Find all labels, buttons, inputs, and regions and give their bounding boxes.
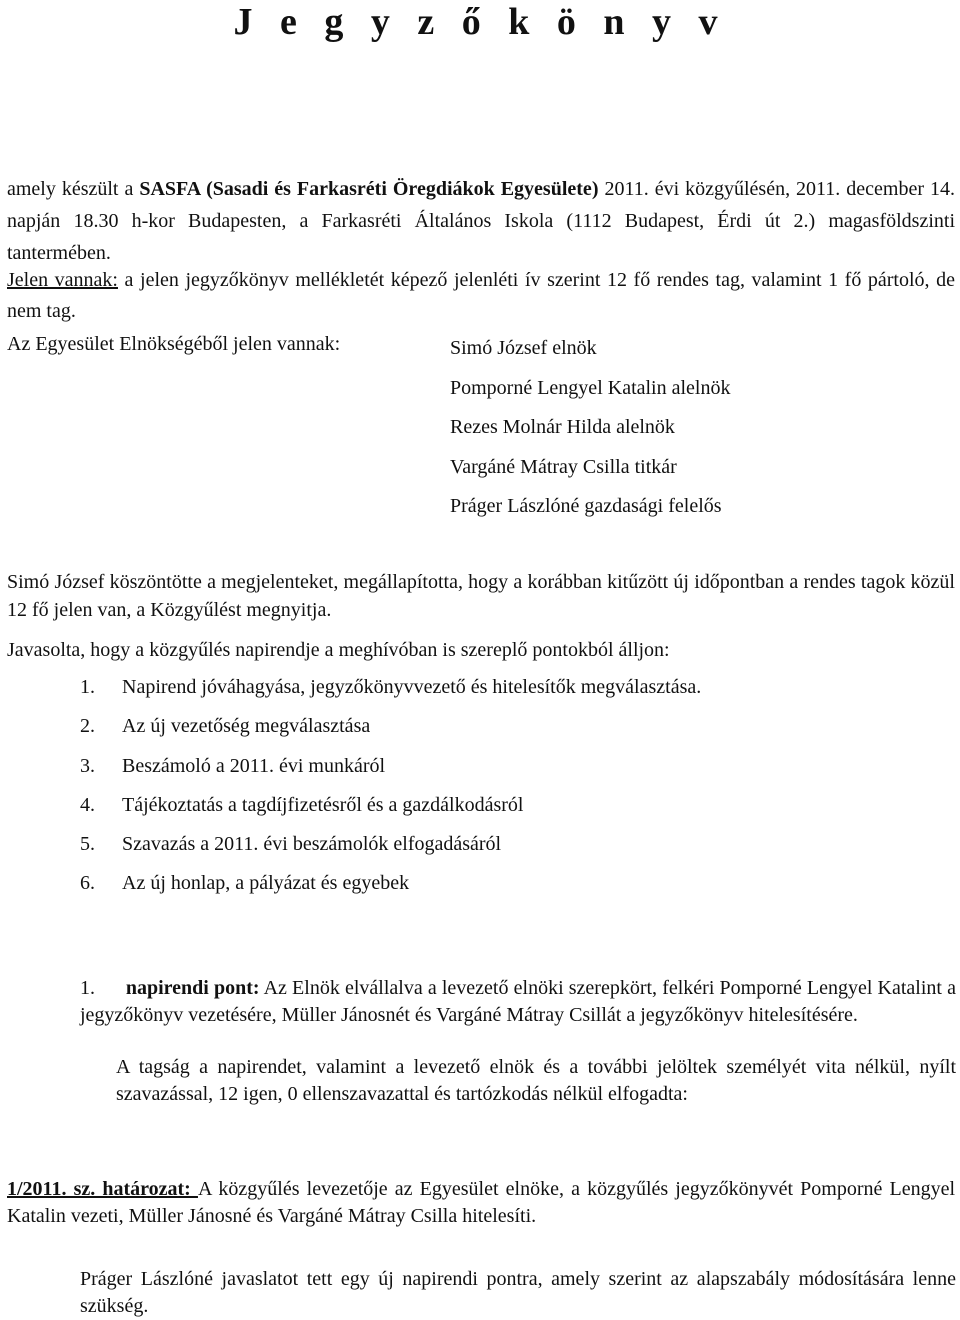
agenda-number: 3. xyxy=(80,754,95,777)
agenda-item xyxy=(80,790,701,829)
agenda-text: Az új vezetőség megválasztása xyxy=(122,715,371,738)
closing-paragraph: Práger Lászlóné javaslatot tett egy új napirendi pontra, amely szerint az alapszabály módosítására lenne szükség. xyxy=(80,1268,956,1317)
agenda-number: 6. xyxy=(80,872,95,895)
agenda-number: 1. xyxy=(80,676,95,698)
agenda-item xyxy=(80,829,701,868)
agenda-text: Beszámoló a 2011. évi munkáról xyxy=(122,754,386,777)
agenda-item xyxy=(80,711,701,750)
decision-text: A közgyűlés levezetője az Egyesület elnöke, a közgyűlés jegyzőkönyvét Pomporné Lengyel Katalin vezeti, Müller Jánosné és Vargáné Mátray Csilla hitelesíti. xyxy=(7,1178,956,1227)
agenda-intro: Javasolta, hogy a közgyűlés napirendje a meghívóban is szereplő pontokból álljon: xyxy=(7,639,670,661)
agenda-point-1-vote: A tagság a napirendet, valamint a levezető elnök és a további jelöltek személyét vita nélkül, nyílt szavazással, 12 igen, 0 ellenszavazattal és tartózkodás nélkül elfogadta: xyxy=(116,1056,956,1105)
agenda-text: Az új honlap, a pályázat és egyebek xyxy=(122,872,410,895)
decision-id: 1/2011. sz. határozat: xyxy=(7,1178,198,1200)
board-member: Rezes Molnár Hilda alelnök xyxy=(450,416,675,438)
organization-name: SASFA (Sasadi és Farkasréti Öregdiákok Egyesülete) xyxy=(139,178,599,200)
point-number: 1. xyxy=(80,977,95,999)
agenda-text: Szavazás a 2011. évi beszámolók elfogadásáról xyxy=(122,833,502,856)
board-member: Vargáné Mátray Csilla titkár xyxy=(450,455,677,478)
board-members-list xyxy=(450,333,730,531)
document-title: J e g y z ő k ö n y v xyxy=(233,1,727,43)
agenda-item xyxy=(80,868,701,907)
attendance-paragraph xyxy=(7,265,955,327)
point-text: Az Elnök elvállalva a levezető elnöki szerepkört, felkéri Pomporné Lengyel Katalint a jegyzőkönyv vezetésére, Müller Jánosnét és Vargáné Mátray Csillát a jegyzőkönyv hitelesítésére. xyxy=(80,977,956,1026)
board-label: Az Egyesület Elnökségéből jelen vannak: xyxy=(7,333,341,355)
board-member: Práger Lászlóné gazdasági felelős xyxy=(450,495,722,517)
intro-text-end: 2011. évi közgyűlésén, 2011. december 14. napján 18.30 h-kor Budapesten, a Farkasréti Általános Iskola (1112 Budapest, Érdi út 2.) magasföldszinti tantermében. xyxy=(7,178,955,264)
agenda-text: Tájékoztatás a tagdíjfizetésről és a gazdálkodásról xyxy=(122,793,524,816)
agenda-item xyxy=(80,672,701,711)
agenda-list xyxy=(80,672,701,908)
intro-paragraph xyxy=(7,173,955,269)
agenda-item xyxy=(80,751,701,790)
agenda-text: Napirend jóváhagyása, jegyzőkönyvvezető és hitelesítők megválasztása. xyxy=(122,676,702,698)
board-member: Pomporné Lengyel Katalin alelnök xyxy=(450,376,731,399)
opening-paragraph: Simó József köszöntötte a megjelenteket, megállapította, hogy a korábban kitűzött új időpontban a rendes tagok közül 12 fő jelen van, a Közgyűlést megnyitja. xyxy=(7,571,955,621)
agenda-number: 2. xyxy=(80,715,95,738)
agenda-number: 4. xyxy=(80,793,95,816)
present-label: Jelen vannak: xyxy=(7,269,118,291)
board-member: Simó József elnök xyxy=(450,337,597,359)
point-label: napirendi pont: xyxy=(125,977,260,999)
decision-paragraph xyxy=(7,1176,955,1230)
agenda-number: 5. xyxy=(80,833,95,856)
agenda-point-1 xyxy=(80,975,956,1029)
present-text: a jelen jegyzőkönyv mellékletét képező jelenléti ív szerint 12 fő rendes tag, valamint 1 fő pártoló, de nem tag. xyxy=(7,269,955,322)
intro-text-start: amely készült a xyxy=(7,178,140,200)
